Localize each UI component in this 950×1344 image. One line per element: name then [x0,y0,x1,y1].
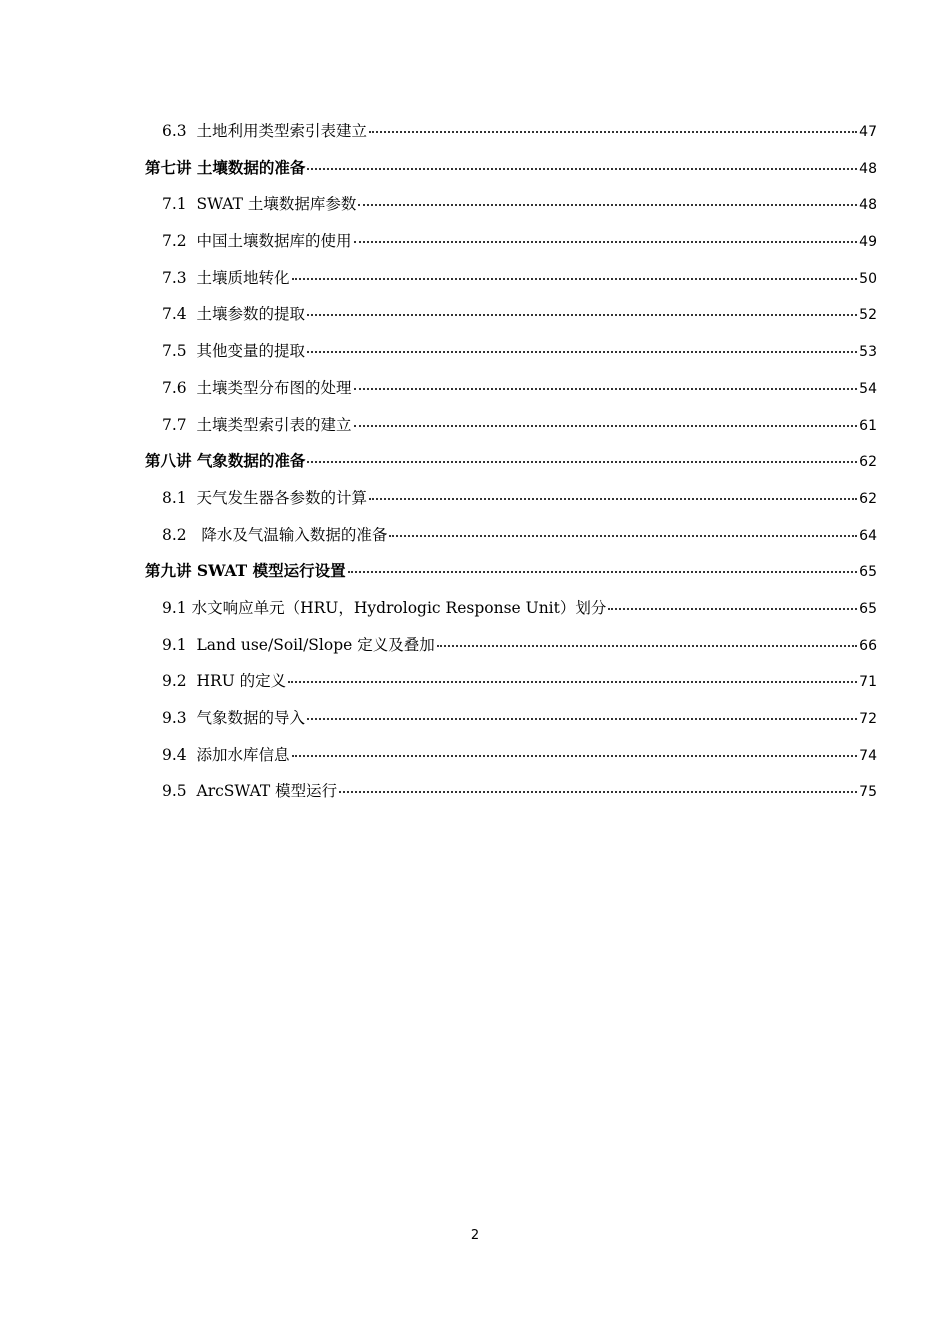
toc-dot-leader [292,268,858,280]
toc-section-entry[interactable] [145,113,877,150]
toc-dot-leader [608,598,857,610]
toc-section-entry[interactable] [145,370,877,407]
toc-dot-leader [307,304,857,316]
toc-entry-page-number: 72 [859,711,877,727]
toc-section-entry[interactable] [145,186,877,223]
toc-entry-page-number: 53 [859,344,877,361]
toc-entry-page-number: 71 [859,674,877,691]
page-number: 2 [470,1228,480,1243]
toc-entry-page-number: 61 [859,417,877,434]
toc-section-entry[interactable] [145,737,877,774]
toc-section-entry[interactable] [145,590,877,627]
toc-dot-leader [339,781,857,793]
toc-entry-title: 7.4 土壤参数的提取 [162,305,306,324]
toc-entry-title: 第九讲 SWAT 模型运行设置 [145,561,346,581]
toc-section-entry[interactable] [145,407,877,444]
toc-chapter-entry[interactable] [145,150,877,187]
toc-chapter-entry[interactable] [145,553,877,590]
toc-entry-page-number: 64 [859,527,877,544]
toc-dot-leader [389,525,857,537]
toc-section-entry[interactable] [145,627,877,664]
toc-entry-page-number: 52 [859,307,877,324]
toc-entry-title: 7.6 土壤类型分布图的处理 [162,378,352,397]
toc-entry-page-number: 49 [859,234,877,251]
toc-entry-page-number: 65 [859,600,877,617]
toc-entry-title: 9.1 水文响应单元（HRU，Hydrologic Response Unit）划分 [162,598,607,617]
toc-entry-page-number: 65 [859,564,877,581]
toc-dot-leader [307,158,857,170]
toc-section-entry[interactable] [145,223,877,260]
toc-dot-leader [358,194,857,206]
toc-entry-title: 9.1 Land use/Soil/Slope 定义及叠加 [162,635,435,654]
toc-entry-page-number: 48 [859,197,877,214]
toc-dot-leader [437,635,857,647]
toc-entry-page-number: 54 [859,380,877,397]
toc-section-entry[interactable] [145,260,877,297]
toc-section-entry[interactable] [145,517,877,554]
toc-section-entry[interactable] [145,296,877,333]
toc-entry-page-number: 50 [859,270,877,287]
toc-entry-page-number: 48 [859,160,877,177]
table-of-contents [145,113,877,810]
toc-entry-title: 第八讲 气象数据的准备 [145,451,306,471]
toc-entry-title: 7.7 土壤类型索引表的建立 [162,415,352,434]
toc-entry-title: 8.1 天气发生器各参数的计算 [162,488,368,507]
toc-entry-title: 7.1 SWAT 土壤数据库参数 [162,195,357,214]
toc-section-entry[interactable] [145,333,877,370]
toc-section-entry[interactable] [145,663,877,700]
toc-section-entry[interactable] [145,480,877,517]
toc-entry-title: 第七讲 土壤数据的准备 [145,157,306,177]
toc-entry-page-number: 75 [859,784,877,801]
toc-entry-title: 7.5 其他变量的提取 [162,342,306,361]
toc-section-entry[interactable] [145,773,877,810]
toc-dot-leader [354,231,858,243]
toc-entry-page-number: 62 [859,490,877,507]
toc-entry-title: 9.4 添加水库信息 [162,745,290,764]
toc-entry-page-number: 74 [859,747,877,764]
toc-entry-title: 7.2 中国土壤数据库的使用 [162,232,352,251]
toc-dot-leader [288,671,857,683]
toc-entry-page-number: 62 [859,454,877,471]
toc-entry-title: 7.3 土壤质地转化 [162,268,290,287]
toc-entry-title: 6.3 土地利用类型索引表建立 [162,122,368,140]
toc-entry-title: 9.5 ArcSWAT 模型运行 [162,782,338,801]
toc-section-entry[interactable] [145,700,877,737]
toc-dot-leader [369,121,857,133]
toc-dot-leader [307,341,857,353]
toc-entry-title: 8.2 降水及气温输入数据的准备 [162,525,388,544]
toc-dot-leader [354,378,858,390]
toc-dot-leader [307,708,857,720]
toc-entry-title: 9.2 HRU 的定义 [162,672,287,691]
toc-entry-page-number: 47 [859,124,877,140]
toc-dot-leader [348,561,858,573]
toc-dot-leader [369,488,857,500]
toc-dot-leader [354,415,858,427]
toc-entry-title: 9.3 气象数据的导入 [162,709,306,727]
toc-dot-leader [292,745,858,757]
toc-dot-leader [307,451,857,463]
toc-entry-page-number: 66 [859,637,877,654]
toc-chapter-entry[interactable] [145,443,877,480]
